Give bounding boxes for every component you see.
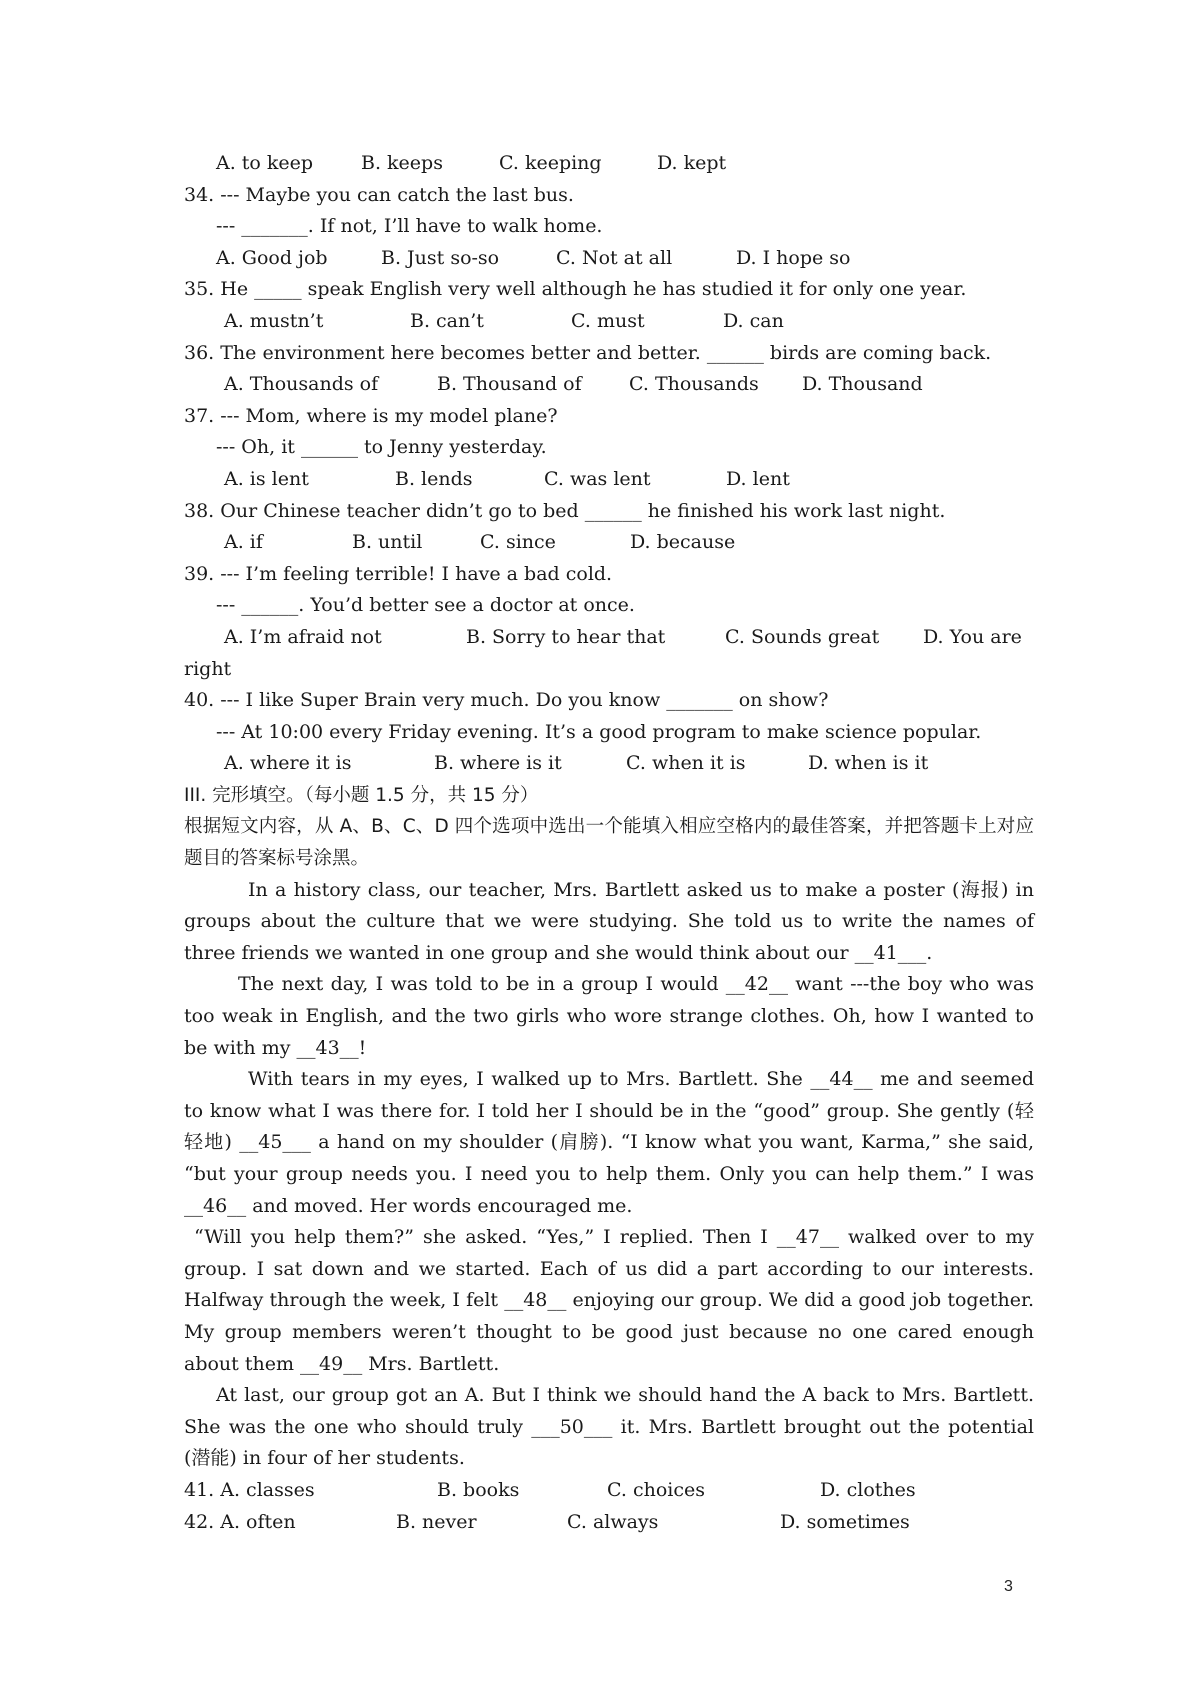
q34-reply: --- _______. If not, I’ll have to walk home. bbox=[216, 215, 603, 238]
passage-paragraph-5: At last, our group got an A. But I think we should hand the A back to Mrs. Bartlett. She was the one who should truly ___50___ it. Mrs. Bartlett brought out the potential (潜能) in four of her students. bbox=[184, 1384, 1034, 1470]
q39-options bbox=[184, 622, 1034, 654]
option-d: D. can bbox=[723, 309, 784, 332]
option-c: C. keeping bbox=[499, 152, 602, 174]
passage-paragraph-2: The next day, I was told to be in a group I would __42__ want ---the boy who was too weak in English, and the two girls who wore strange clothes. Oh, how I wanted to be with my __43__! bbox=[184, 973, 1034, 1059]
option-d: D. lent bbox=[726, 467, 790, 490]
option-c: C. Sounds great bbox=[725, 625, 880, 648]
option-d: D. I hope so bbox=[736, 246, 851, 269]
option-a: A. mustn’t bbox=[224, 309, 324, 332]
passage-paragraph-4: “Will you help them?” she asked. “Yes,” I replied. Then I __47__ walked over to my group. I sat down and we started. Each of us did a part according to our interests. Halfway through the week, I felt __48__ enjoying our group. We did a good job together. My group members weren’t thought to be good just because no one cared enough about them __49__ Mrs. Bartlett. bbox=[184, 1226, 1034, 1375]
option-b: B. keeps bbox=[361, 152, 443, 174]
option-c: C. always bbox=[567, 1510, 659, 1533]
option-a: A. to keep bbox=[216, 152, 314, 174]
q40-options bbox=[184, 748, 1034, 780]
option-d: D. Thousand bbox=[802, 373, 923, 396]
option-c: C. choices bbox=[607, 1478, 705, 1501]
option-b: B. can’t bbox=[410, 309, 484, 332]
section-heading: III. 完形填空。（每小题 1.5 分，共 15 分） bbox=[184, 784, 539, 806]
option-b: B. until bbox=[352, 531, 423, 554]
option-d: D. because bbox=[630, 531, 736, 554]
q36-stem: 36. The environment here becomes better and better. ______ birds are coming back. bbox=[184, 341, 992, 364]
q35-stem: 35. He _____ speak English very well although he has studied it for only one year. bbox=[184, 278, 967, 301]
option-a: A. I’m afraid not bbox=[224, 625, 382, 648]
q35-options bbox=[184, 306, 1034, 338]
q37-stem: 37. --- Mom, where is my model plane? bbox=[184, 404, 558, 427]
option-a: A. is lent bbox=[224, 467, 309, 490]
passage-paragraph-1: In a history class, our teacher, Mrs. Bartlett asked us to make a poster (海报) in groups about the culture that we were studying. She told us to write the names of three friends we wanted in one group and she would think about our __41___. bbox=[184, 878, 1034, 964]
q42-options bbox=[184, 1507, 1034, 1539]
q37-options bbox=[184, 464, 1034, 496]
option-b: B. Thousand of bbox=[437, 373, 582, 396]
option-c: C. was lent bbox=[544, 467, 651, 490]
option-d: D. kept bbox=[657, 152, 727, 174]
q39-stem: 39. --- I’m feeling terrible! I have a bad cold. bbox=[184, 562, 613, 585]
q33-options bbox=[184, 148, 1034, 180]
option-a: A. Thousands of bbox=[224, 373, 379, 396]
option-b: B. Sorry to hear that bbox=[466, 625, 666, 648]
exam-page bbox=[184, 148, 1034, 1538]
option-b: B. where is it bbox=[434, 752, 562, 775]
option-a: A. if bbox=[224, 531, 263, 554]
option-c: C. must bbox=[571, 309, 645, 332]
option-c: C. since bbox=[480, 531, 556, 554]
option-c: C. when it is bbox=[626, 752, 746, 775]
option-c: C. Thousands bbox=[629, 373, 759, 396]
option-b: B. lends bbox=[395, 467, 473, 490]
passage-paragraph-3: With tears in my eyes, I walked up to Mrs. Bartlett. She __44__ me and seemed to know what I was there for. I told her I should be in the “good” group. She gently (轻轻地) __45___ a hand on my shoulder (肩膀). “I know what you want, Karma,” she said, “but your group needs you. I need you to help them. Only you can help them.” I was __46__ and moved. Her words encouraged me. bbox=[184, 1068, 1034, 1217]
option-a: 42. A. often bbox=[184, 1510, 296, 1533]
option-d: D. You are bbox=[923, 625, 1022, 648]
q34-stem: 34. --- Maybe you can catch the last bus. bbox=[184, 183, 574, 206]
q34-options bbox=[184, 243, 1034, 275]
q41-options bbox=[184, 1475, 1034, 1507]
option-d: D. when is it bbox=[808, 752, 929, 775]
q38-options bbox=[184, 527, 1034, 559]
option-a: A. where it is bbox=[224, 752, 352, 775]
option-a: A. Good job bbox=[216, 246, 328, 269]
option-a: 41. A. classes bbox=[184, 1478, 315, 1501]
q36-options bbox=[184, 369, 1034, 401]
option-d: D. clothes bbox=[820, 1478, 916, 1501]
q38-stem: 38. Our Chinese teacher didn’t go to bed ______ he finished his work last night. bbox=[184, 499, 946, 522]
q39-option-continued: right bbox=[184, 657, 232, 680]
option-d: D. sometimes bbox=[780, 1510, 910, 1533]
option-b: B. books bbox=[437, 1478, 520, 1501]
option-b: B. Just so-so bbox=[381, 246, 500, 269]
section-instruction: 根据短文内容，从 A、B、C、D 四个选项中选出一个能填入相应空格内的最佳答案，并把答题卡上对应题目的答案标号涂黑。 bbox=[184, 816, 1034, 870]
q40-stem: 40. --- I like Super Brain very much. Do you know _______ on show? bbox=[184, 689, 829, 712]
q39-reply: --- ______. You’d better see a doctor at once. bbox=[216, 594, 635, 617]
page-number: 3 bbox=[1004, 1578, 1013, 1595]
option-b: B. never bbox=[396, 1510, 477, 1533]
q37-reply: --- Oh, it ______ to Jenny yesterday. bbox=[216, 436, 547, 459]
q40-reply: --- At 10:00 every Friday evening. It’s a good program to make science popular. bbox=[216, 720, 982, 743]
option-c: C. Not at all bbox=[556, 246, 673, 269]
